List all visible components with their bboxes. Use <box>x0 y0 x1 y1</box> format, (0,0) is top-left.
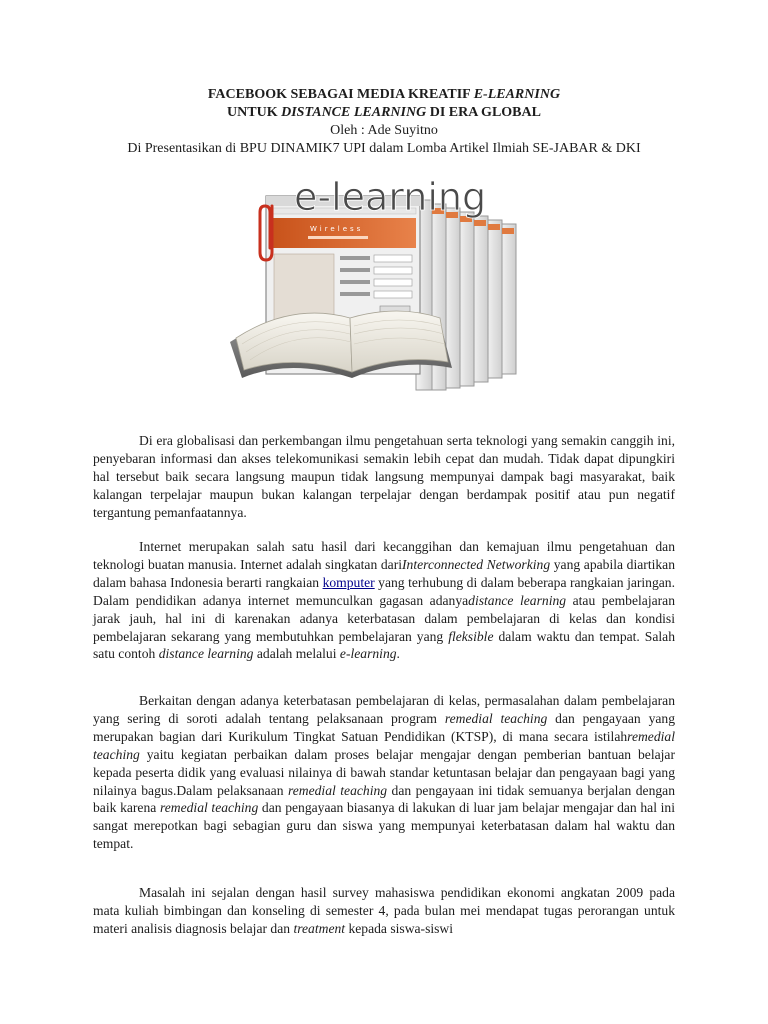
p3-italic-remedial-4: remedial teaching <box>159 800 259 816</box>
p2-text-j: adalah melalui <box>253 646 340 662</box>
p2-text-h: dalam waktu dan tempat. Salah satu contoh <box>93 628 675 662</box>
p3-italic-remedial-1: remedial teaching <box>444 710 548 726</box>
p2-italic-distance-learning: distance learning <box>468 592 567 608</box>
window-banner-text: Wireless <box>310 225 364 233</box>
p2-italic-distance-learning-2: distance learning <box>158 646 254 662</box>
p2-text-l: . <box>396 646 400 662</box>
e-learning-heading: e-learning <box>294 175 487 219</box>
p3-italic-remedial-3: remedial teaching <box>287 782 388 798</box>
p3-text-e: yaitu kegiatan perbaikan dalam proses belajar mengajar dengan pemberian bantuan belajar kepada peserta didik yang evaluasi nilainya di bawah standar ketuntasan belajar dan pengayaan bagi yang nilainya bagus.Dalam pelaksanaan <box>93 746 675 798</box>
paragraph-1 <box>93 432 675 522</box>
p3-text-c: dan pengayaan yang merupakan bagian dari Kurikulum Tingkat Satuan Pendidikan (KTSP), di mana secara istilah <box>93 710 675 744</box>
p4-text-a: Masalah ini sejalan dengan hasil survey mahasiswa pendidikan ekonomi angkatan 2009 pada mata kuliah bimbingan dan konseling di semester 4, pada bulan mei mendapat tugas perorangan untuk materi analisis diagnosis belajar dan <box>93 885 675 936</box>
p4-italic-treatment: treatment <box>293 920 346 936</box>
p2-italic-e-learning: e-learning <box>339 646 397 662</box>
paragraph-4 <box>93 884 675 938</box>
paragraph-4-text <box>93 884 675 938</box>
e-learning-book-windows-illustration-icon <box>230 172 530 400</box>
e-learning-illustration <box>230 172 530 400</box>
author-line: Oleh : Ade Suyitno <box>330 123 438 138</box>
title-line-1-text: FACEBOOK SEBAGAI MEDIA KREATIF <box>207 87 474 102</box>
p2-text-f: atau pembelajaran jarak jauh, hal ini di karenakan adanya keterbatasan dalam pembelajaran di kelas dan kondisi pembelajaran sekarang yang membutuhkan pembelajaran yang <box>93 592 675 644</box>
p2-text-a: Internet merupakan salah satu hasil dari kecanggihan dan kemajuan ilmu pengetahuan dan teknologi buatan manusia. Internet adalah singkatan dari <box>93 539 675 572</box>
paragraph-2 <box>93 538 675 663</box>
title-line-2-italic: DISTANCE LEARNING <box>281 105 427 120</box>
title-line-1 <box>60 86 708 104</box>
title-block <box>60 86 708 158</box>
p2-text-c: yang apabila diartikan dalam bahasa Indonesia berarti rangkaian <box>93 556 675 590</box>
paragraph-1-text: Di era globalisasi dan perkembangan ilmu pengetahuan serta teknologi yang semakin canggih ini, penyebaran informasi dan akses telekomunikasi semakin lebih cepat dan mudah. Tidak dapat dipungkiri hal tersebut baik secara langsung maupun tidak langsung mempunyai dampak bagi masyarakat, baik kalangan terpelajar maupun bukan kalangan terpelajar dengan berdampak positif atau pun negatif tergantung pemanfaatannya. <box>93 433 675 520</box>
title-line-2-post: DI ERA GLOBAL <box>426 105 541 120</box>
p2-italic-interconnected: Interconnected Networking <box>402 556 551 572</box>
presented-line: Di Presentasikan di BPU DINAMIK7 UPI dalam Lomba Artikel Ilmiah SE-JABAR & DKI <box>127 141 641 156</box>
p3-italic-remedial-2: remedial teaching <box>93 728 675 762</box>
title-line-1-italic: E-LEARNING <box>473 87 561 102</box>
p4-text-c: kepada siswa-siswi <box>345 920 454 936</box>
title-line-2-pre: UNTUK <box>227 105 282 120</box>
p2-text-d: yang terhubung di dalam beberapa rangkaian jaringan. Dalam pendidikan adanya internet memunculkan gagasan adanya <box>93 574 676 608</box>
komputer-link[interactable]: komputer <box>322 574 375 590</box>
p2-italic-fleksible: fleksible <box>448 628 494 644</box>
p3-text-i: dan pengayaan biasanya di lakukan di luar jam belajar mengajar dan hal ini sangat merepotkan bagi sebagian guru dan siswa yang mempunyai keterbatasan dalam hal waktu dan tempat. <box>93 800 675 852</box>
paragraph-3-text <box>93 692 675 853</box>
paragraph-2-text <box>93 538 675 663</box>
p3-text-a: Berkaitan dengan adanya keterbatasan pembelajaran di kelas, permasalahan dalam pembelajaran yang sering di soroti adalah tentang pelaksanaan program <box>93 693 675 726</box>
paragraph-3 <box>93 692 675 853</box>
p3-text-g: dan pengayaan ini tidak semuanya berjalan dengan baik karena <box>93 782 675 816</box>
title-line-2 <box>60 104 708 122</box>
